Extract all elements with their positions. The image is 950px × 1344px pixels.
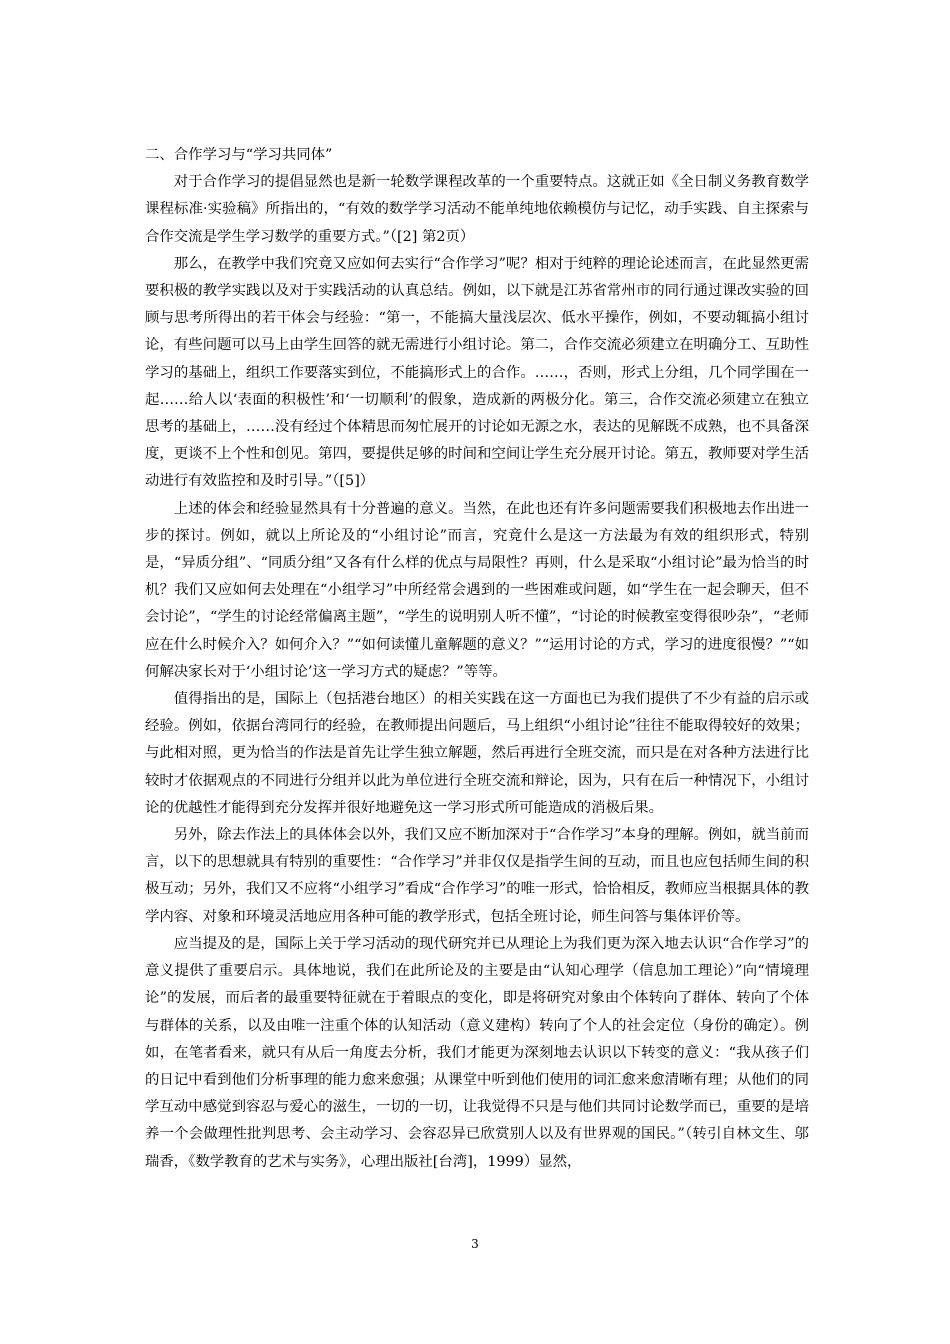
page-number: 3 (471, 1237, 479, 1251)
document-body (145, 142, 809, 1176)
paragraph-5: 另外，除去作法上的具体体会以外，我们又应不断加深对于“合作学习”本身的理解。例如，就当前而言，以下的思想就具有特别的重要性：“合作学习”并非仅仅是指学生间的互动，而且也应包括师生间的积极互动；另外，我们又不应将“小组学习”看成“合作学习”的唯一形式，恰恰相反，教师应当根据具体的教学内容、对象和环境灵活地应用各种可能的教学形式，包括全班讨论，师生问答与集体评价等。 (145, 827, 809, 925)
paragraph-3: 上述的体会和经验显然具有十分普遍的意义。当然，在此也还有许多问题需要我们积极地去作出进一步的探讨。例如，就以上所论及的“小组讨论”而言，究竟什么是这一方法最为有效的组织形式，特别是，“异质分组”、“同质分组”又各有什么样的优点与局限性？再则，什么是采取“小组讨论”最为恰当的时机？我们又应如何去处理在“小组学习”中所经常会遇到的一些困难或问题，如“学生在一起会聊天，但不会讨论”，“学生的讨论经常偏离主题”，“学生的说明别人听不懂”，“讨论的时候教室变得很吵杂”，“老师应在什么时候介入？如何介入？”“如何读懂儿童解题的意义？”“运用讨论的方式，学习的进度很慢？”“如何解决家长对于‘小组讨论’这一学习方式的疑虑？”等等。 (145, 500, 809, 680)
paragraph-2: 那么，在教学中我们究竟又应如何去实行“合作学习”呢？相对于纯粹的理论论述而言，在此显然更需要积极的教学实践以及对于实践活动的认真总结。例如，以下就是江苏省常州市的同行通过课改实验的回顾与思考所得出的若干体会与经验：“第一，不能搞大量浅层次、低水平操作，例如，不要动辄搞小组讨论，有些问题可以马上由学生回答的就无需进行小组讨论。第二，合作交流必须建立在明确分工、互助性学习的基础上，组织工作要落实到位，不能搞形式上的合作。……，否则，形式上分组，几个同学围在一起……给人以‘表面的积极性’和‘一切顺利’的假象，造成新的两极分化。第三，合作交流必须建立在独立思考的基础上，……没有经过个体精思而匆忙展开的讨论如无源之水，表达的见解既不成熟，也不具备深度，更谈不上个性和创见。第四，要提供足够的时间和空间让学生充分展开讨论。第五，教师要对学生活动进行有效监控和及时引导。”（[5]） (145, 255, 809, 490)
paragraph-6: 应当提及的是，国际上关于学习活动的现代研究并已从理论上为我们更为深入地去认识“合作学习”的意义提供了重要启示。具体地说，我们在此所论及的主要是由“认知心理学（信息加工理论）”向“情境理论”的发展，而后者的最重要特征就在于着眼点的变化，即是将研究对象由个体转向了群体、转向了个体与群体的关系，以及由唯一注重个体的认知活动（意义建构）转向了个人的社会定位（身份的确定）。例如，在笔者看来，就只有从后一角度去分析，我们才能更为深刻地去认识以下转变的意义：“我从孩子们的日记中看到他们分析事理的能力愈来愈强；从课堂中听到他们使用的词汇愈来愈清晰有理；从他们的同学互动中感觉到容忍与爱心的滋生，一切的一切，让我觉得不只是与他们共同讨论数学而已，重要的是培养一个会做理性批判思考、会主动学习、会容忍异已欣赏别人以及有世界观的国民。”（转引自林文生、邬瑞香，《数学教育的艺术与实务》，心理出版社[台湾]，1999）显然， (145, 935, 809, 1170)
paragraph-4: 值得指出的是，国际上（包括港台地区）的相关实践在这一方面也已为我们提供了不少有益的启示或经验。例如，依据台湾同行的经验，在教师提出问题后，马上组织“小组讨论”往往不能取得较好的效果；与此相对照，更为恰当的作法是首先让学生独立解题，然后再进行全班交流，而只是在对各种方法进行比较时才依据观点的不同进行分组并以此为单位进行全班交流和辩论，因为，只有在后一种情况下，小组讨论的优越性才能得到充分发挥并很好地避免这一学习形式所可能造成的消极后果。 (145, 691, 809, 816)
section-heading: 二、合作学习与“学习共同体” (145, 147, 333, 163)
paragraph-1: 对于合作学习的提倡显然也是新一轮数学课程改革的一个重要特点。这就正如《全日制义务教育数学课程标准·实验稿》所指出的，“有效的数学学习活动不能单纯地依赖模仿与记忆，动手实践、自主探索与合作交流是学生学习数学的重要方式。”（[2] 第2页） (145, 174, 809, 245)
